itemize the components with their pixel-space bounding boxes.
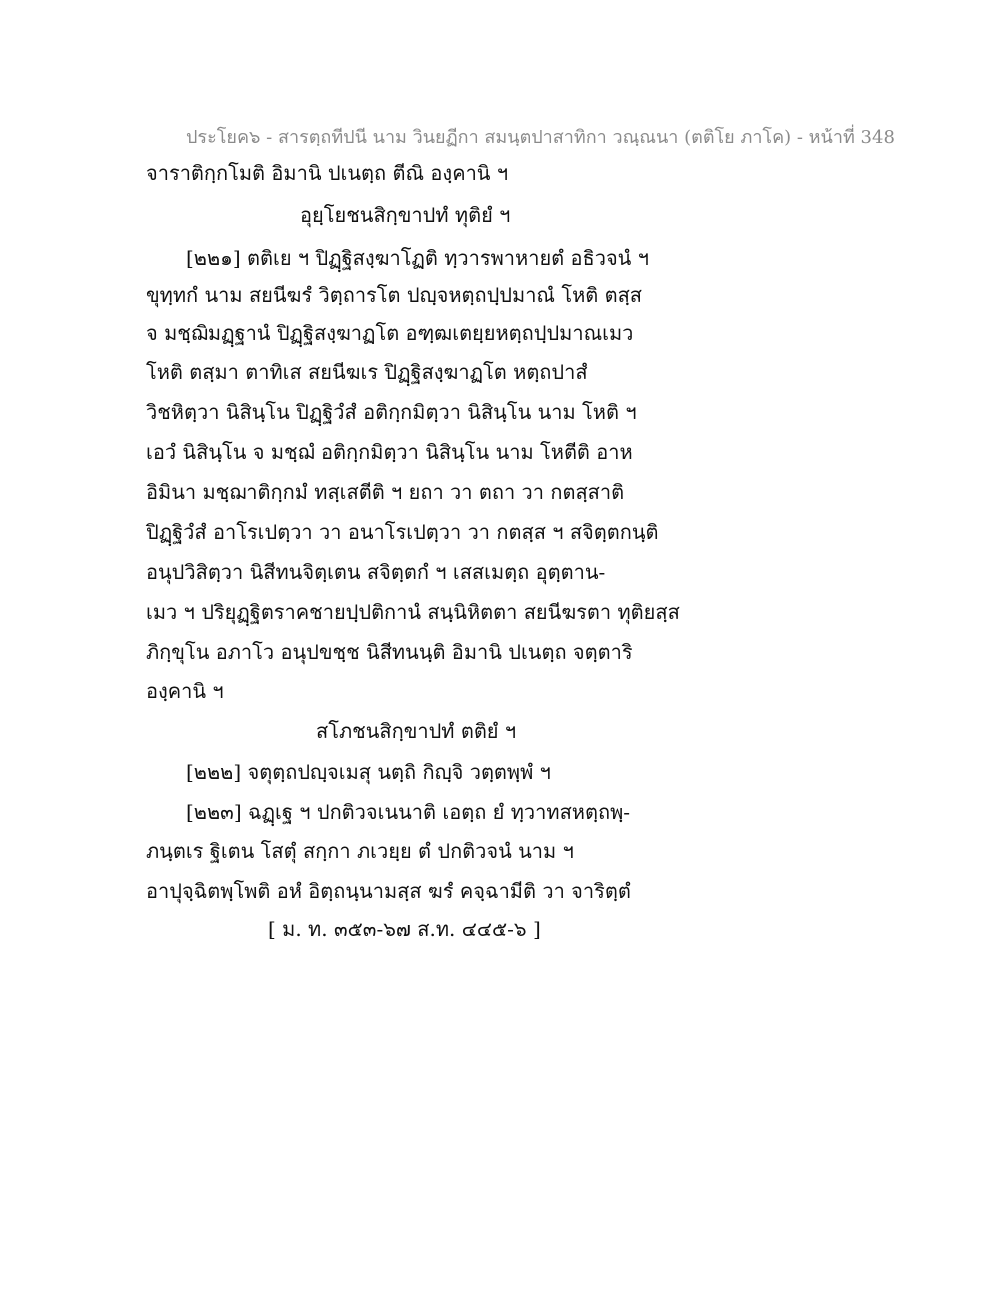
text-line: เมว ฯ ปริยุฏฺฐิตราคชายปฺปติกานํ สนฺนิหิตตา สยนีฆรตา ทุติยสฺส (146, 600, 680, 624)
text-line: วิชหิตฺวา นิสินฺโน ปิฏฺฐิวํสํ อติกฺกมิตฺวา นิสินฺโน นาม โหติ ฯ (146, 400, 637, 424)
text-line: จ มชฺฌิมฏฺฐานํ ปิฏฺฐิสงฺฆาฏโต อฑฺฒเตยฺยหตฺถปฺปมาณเมว (146, 321, 634, 345)
text-line: ปิฏฺฐิวํสํ อาโรเปตฺวา วา อนาโรเปตฺวา วา กตสฺส ฯ สจิตฺตกนฺติ (146, 520, 659, 544)
text-line: เอวํ นิสินฺโน จ มชฺฌํ อติกฺกมิตฺวา นิสินฺโน นาม โหตีติ อาห (146, 440, 633, 464)
paragraph-start: [๒๒๓] ฉฏฺเฐ ฯ ปกติวจเนนาติ เอตฺถ ยํ ทฺวาทสหตฺถพฺ- (186, 800, 631, 824)
text-line: อาปุจฺฉิตพฺโพติ อหํ อิตฺถนฺนามสฺส ฆรํ คจฺฉามีติ วา จาริตฺตํ (146, 879, 631, 903)
text-line: โหติ ตสฺมา ตาทิเส สยนีฆเร ปิฏฺฐิสงฺฆาฏโต หตฺถปาสํ (146, 360, 588, 384)
paragraph-start: [๒๒๑] ตติเย ฯ ปิฏฺฐิสงฺฆาโฏติ ทฺวารพาหายตํ อธิวจนํ ฯ (186, 246, 649, 270)
reference-note: [ ม. ท. ๓๕๓-๖๗ ส.ท. ๔๔๕-๖ ] (268, 917, 541, 941)
text-line: องฺคานิ ฯ (146, 679, 224, 703)
paragraph-start: [๒๒๒] จตุตฺถปญฺจเมสุ นตฺถิ กิญฺจิ วตฺตพฺพํ ฯ (186, 760, 551, 784)
text-line: อิมินา มชฺฌาติกฺกมํ ทสฺเสตีติ ฯ ยถา วา ตถา วา กตสฺสาติ (146, 480, 625, 504)
text-line: อนุปวิสิตฺวา นิสีทนจิตฺเตน สจิตฺตกํ ฯ เสสเมตฺถ อุตฺตาน- (146, 560, 606, 584)
text-line: ภิกฺขุโน อภาโว อนุปขชฺช นิสีทนนฺติ อิมานิ ปเนตฺถ จตฺตาริ (146, 640, 633, 664)
page-header: ประโยค๖ - สารตฺถทีปนี นาม วินยฏีกา สมนฺตปาสาทิกา วณฺณนา (ตติโย ภาโค) - หน้าที่ 348 (186, 127, 895, 148)
text-line: ขุทฺทกํ นาม สยนีฆรํ วิตฺถารโต ปญฺจหตฺถปฺปมาณํ โหติ ตสฺส (146, 283, 643, 307)
text-line: จาราติกฺกโมติ อิมานิ ปเนตฺถ ตีณิ องฺคานิ ฯ (146, 161, 509, 185)
text-line: ภนฺตเร ฐิเตน โสตุํ สกฺกา ภเวยฺย ตํ ปกติวจนํ นาม ฯ (146, 839, 574, 863)
section-title: สโภชนสิกฺขาปทํ ตติยํ ฯ (316, 719, 517, 743)
section-title: อุยฺโยชนสิกฺขาปทํ ทุติยํ ฯ (300, 203, 511, 227)
